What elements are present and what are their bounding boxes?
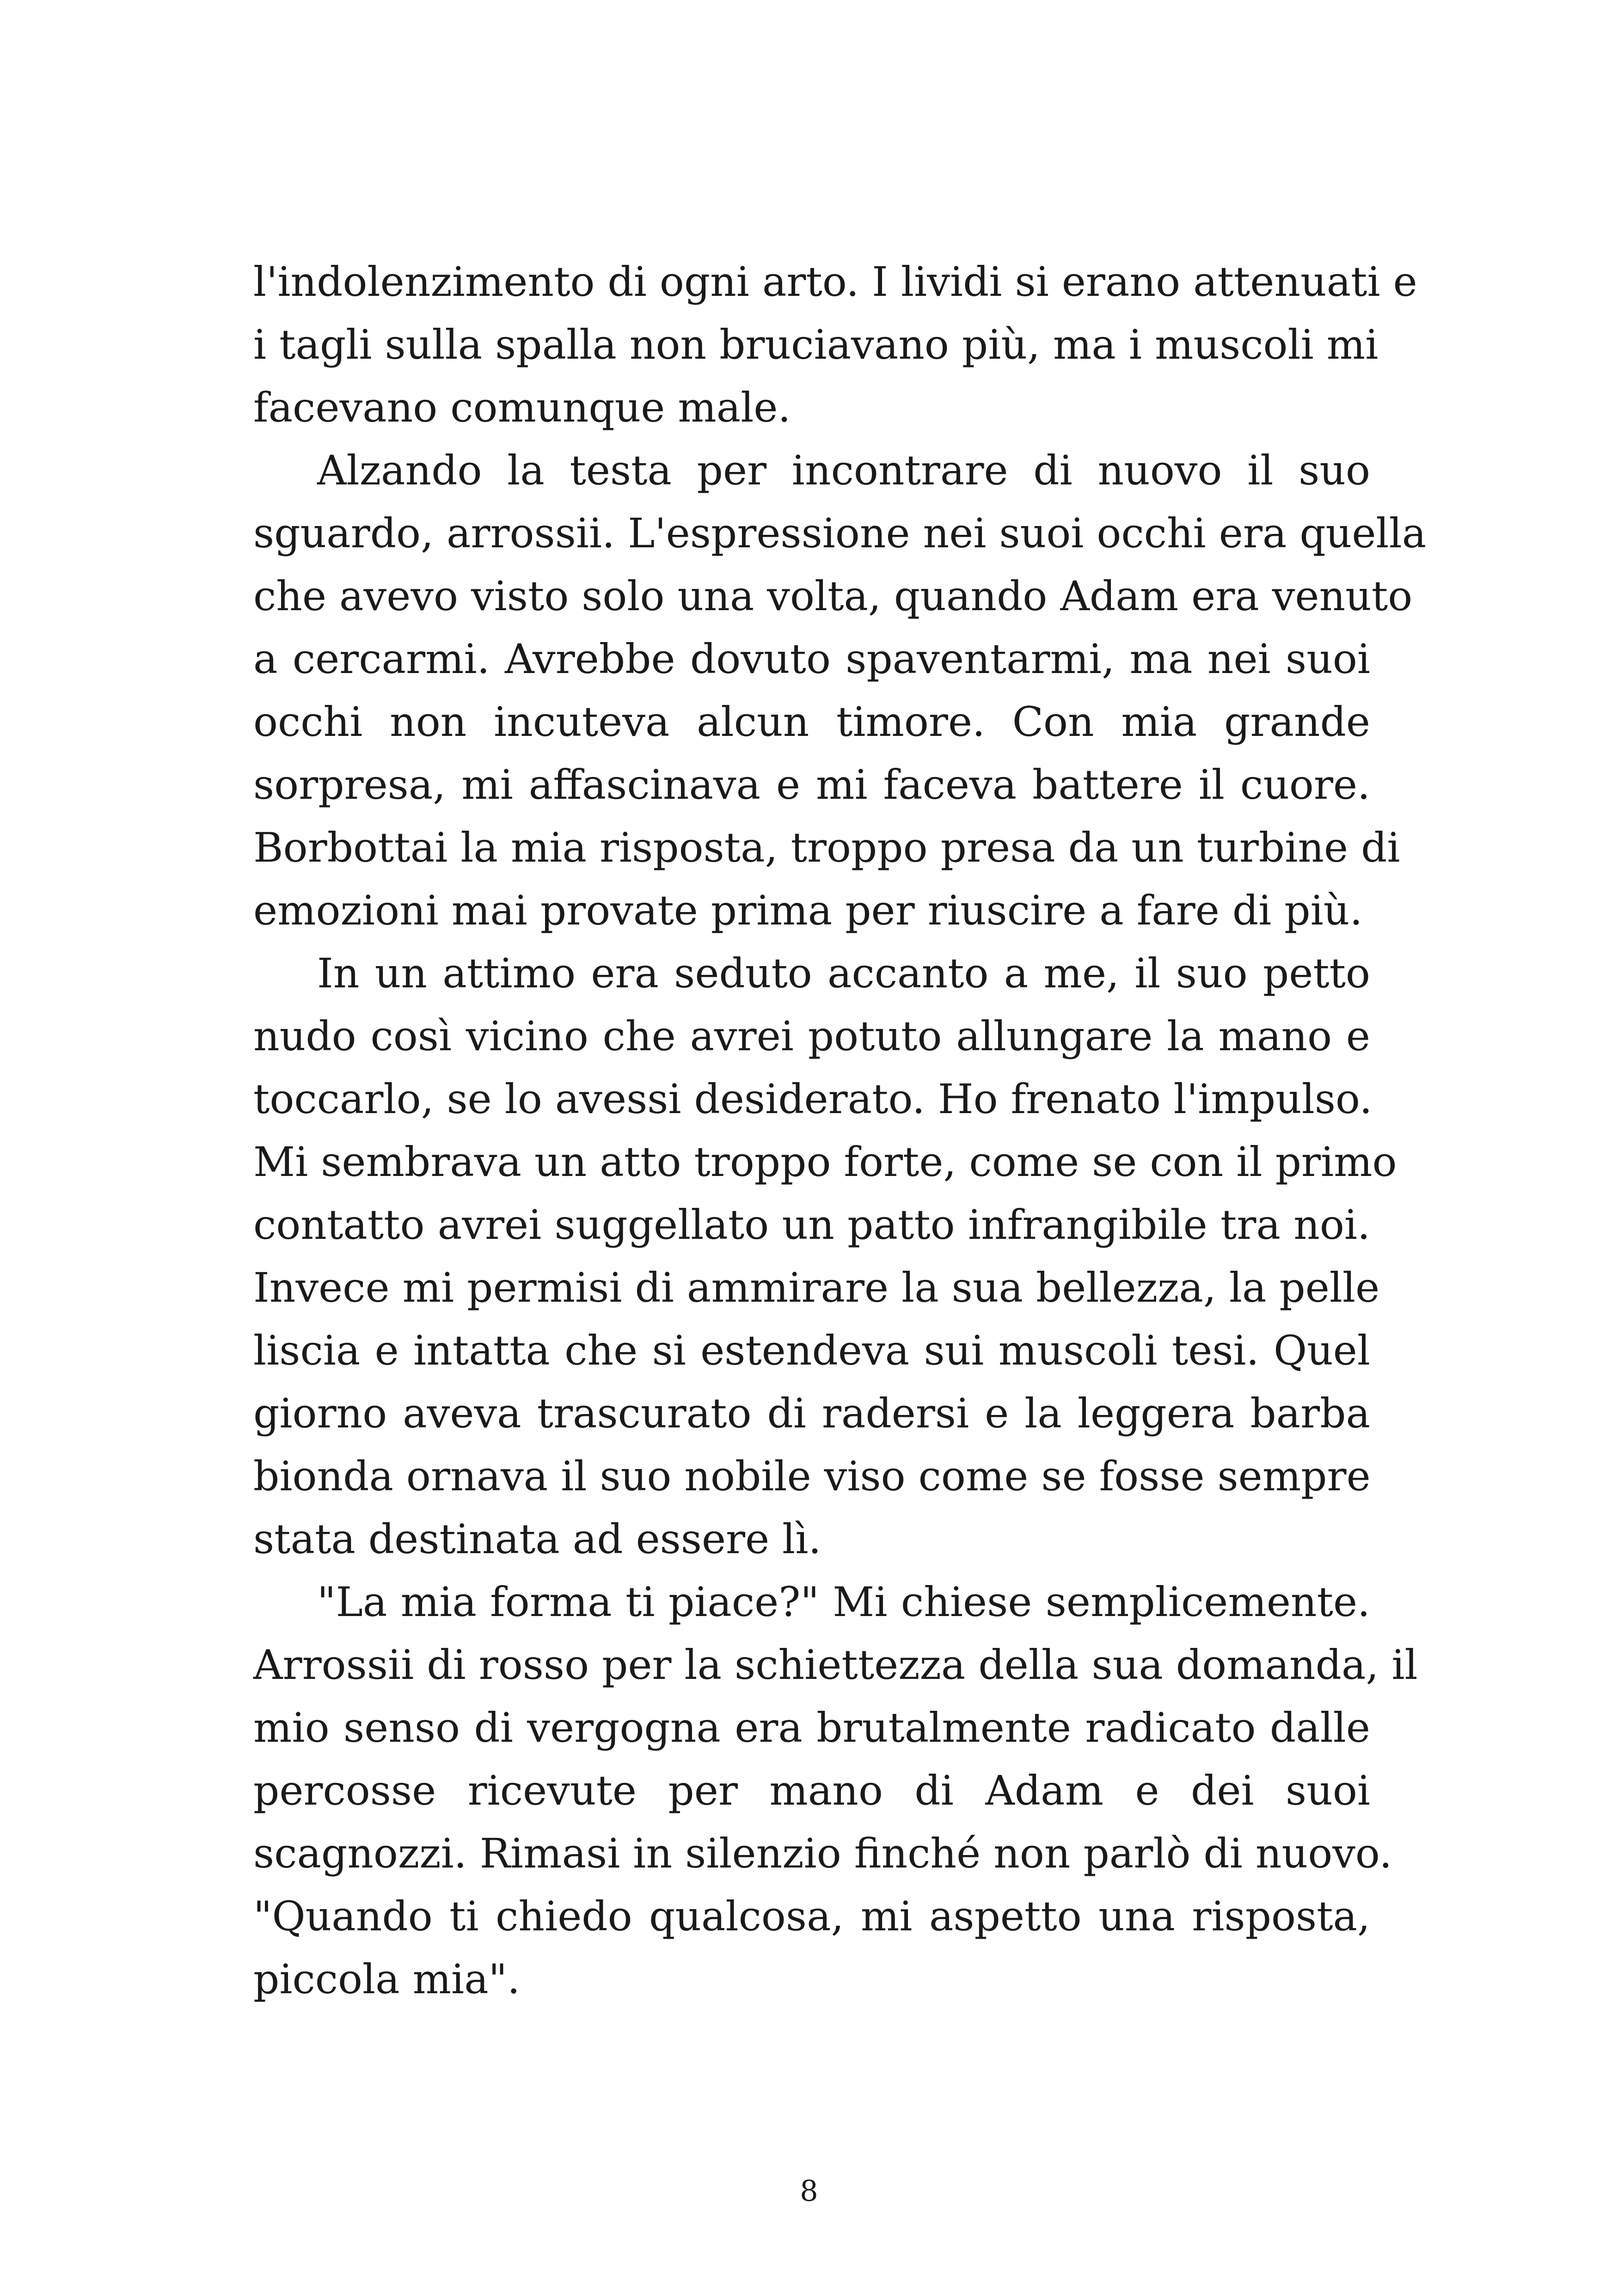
text-line: In un attimo era seduto accanto a me, il suo petto [317,949,1370,997]
text-line: Invece mi permisi di ammirare la sua bellezza, la pelle [253,1264,1380,1311]
text-line: l'indolenzimento di ogni arto. I lividi si erano attenuati e [253,258,1417,306]
text-line: stata destinata ad essere lì. [253,1515,821,1563]
text-line: che avevo visto solo una volta, quando Adam era venuto [253,572,1413,620]
text-line: percosse ricevute per mano di Adam e dei suoi [253,1767,1370,1814]
text-line: giorno aveva trascurato di radersi e la leggera barba [253,1390,1370,1437]
page-number: 8 [800,2174,818,2208]
text-line: sorpresa, mi affascinava e mi faceva battere il cuore. [253,761,1370,808]
text-line: a cercarmi. Avrebbe dovuto spaventarmi, ma nei suoi [253,635,1370,683]
text-line: occhi non incuteva alcun timore. Con mia grande [253,698,1370,746]
text-line: emozioni mai provate prima per riuscire a fare di più. [253,887,1363,934]
text-line: toccarlo, se lo avessi desiderato. Ho frenato l'impulso. [253,1075,1373,1123]
text-line: nudo così vicino che avrei potuto allungare la mano e [253,1012,1370,1060]
text-line: piccola mia". [253,1955,521,2003]
text-line: Arrossii di rosso per la schiettezza della sua domanda, il [253,1641,1418,1689]
text-line: Alzando la testa per incontrare di nuovo il suo [317,447,1370,494]
text-line: sguardo, arrossii. L'espressione nei suoi occhi era quella [253,509,1427,557]
text-line: liscia e intatta che si estendeva sui muscoli tesi. Quel [253,1327,1370,1374]
text-line: "La mia forma ti piace?" Mi chiese semplicemente. [317,1578,1370,1626]
text-line: contatto avrei suggellato un patto infrangibile tra noi. [253,1201,1370,1249]
text-line: facevano comunque male. [253,384,791,431]
text-line: "Quando ti chiedo qualcosa, mi aspetto una risposta, [253,1892,1370,1940]
text-line: i tagli sulla spalla non bruciavano più, ma i muscoli mi [253,321,1379,368]
text-line: Mi sembrava un atto troppo forte, come se con il primo [253,1138,1397,1186]
text-line: Borbottai la mia risposta, troppo presa da un turbine di [253,824,1400,871]
text-line: mio senso di vergogna era brutalmente radicato dalle [253,1704,1370,1751]
body-text [253,251,1427,2011]
text-line: scagnozzi. Rimasi in silenzio finché non parlò di nuovo. [253,1830,1392,1877]
text-line: bionda ornava il suo nobile viso come se fosse sempre [253,1452,1371,1500]
